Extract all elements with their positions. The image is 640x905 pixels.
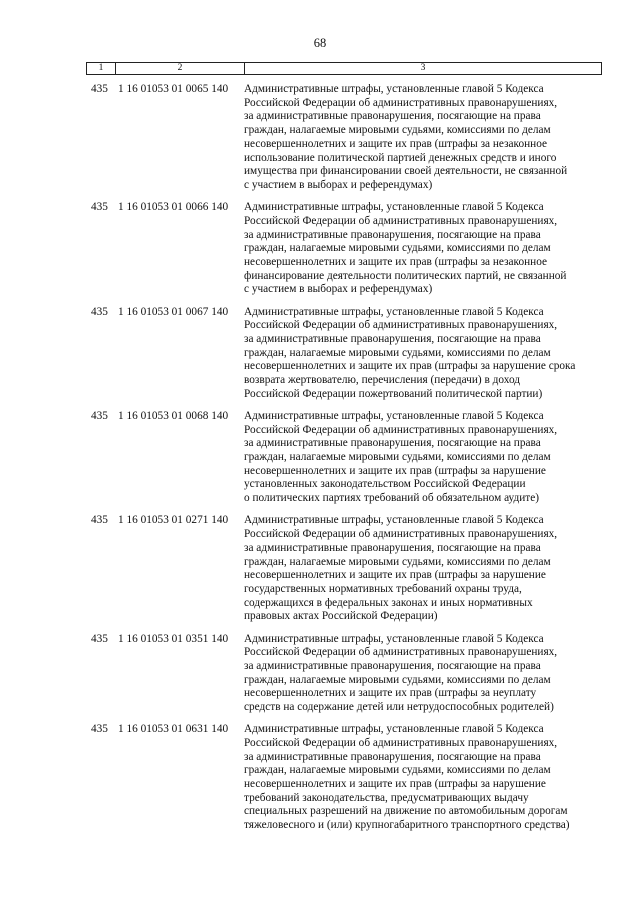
description-line: с участием в выборах и референдумах) <box>244 178 433 191</box>
description-line: Административные штрафы, установленные главой 5 Кодекса <box>244 83 544 95</box>
description-line: государственных нормативных требований охраны труда, <box>244 582 522 595</box>
description-line: за административные правонарушения, посягающие на права <box>244 228 541 241</box>
description-line: Российской Федерации об административных правонарушениях, <box>244 646 558 659</box>
budget-classification-code-cell: 1 16 01053 01 0068 140 <box>118 409 229 422</box>
table-row <box>86 306 600 402</box>
admin-code-cell: 435 <box>91 83 108 95</box>
admin-code-cell: 435 <box>91 201 108 214</box>
description-line: финансирование деятельности политических партий, не связанной <box>244 269 567 282</box>
admin-code-cell: 435 <box>91 632 108 645</box>
description-line: тяжеловесного и (или) крупногабаритного транспортного средства) <box>244 819 570 832</box>
description-line: Административные штрафы, установленные главой 5 Кодекса <box>244 201 544 214</box>
description-line: Административные штрафы, установленные главой 5 Кодекса <box>244 305 544 318</box>
description-cell <box>244 514 600 624</box>
description-line: граждан, налагаемые мировыми судьями, комиссиями по делам <box>244 673 551 686</box>
table-row <box>86 410 600 506</box>
description-line: Российской Федерации об административных правонарушениях, <box>244 96 558 109</box>
admin-code-cell: 435 <box>91 409 108 422</box>
description-line: за административные правонарушения, посягающие на права <box>244 659 541 672</box>
admin-code-cell: 435 <box>91 305 108 318</box>
description-line: граждан, налагаемые мировыми судьями, комиссиями по делам <box>244 346 551 359</box>
description-line: Российской Федерации об административных правонарушениях, <box>244 736 558 749</box>
description-line: несовершеннолетних и защите их прав (штрафы за незаконное <box>244 255 548 268</box>
description-cell <box>244 201 600 297</box>
description-line: Российской Федерации об административных правонарушениях, <box>244 214 558 227</box>
description-line: средств на содержание детей или нетрудоспособных родителей) <box>244 701 554 714</box>
budget-classification-code-cell: 1 16 01053 01 0065 140 <box>118 83 229 95</box>
description-line: о политических партиях требований об обязательном аудите) <box>244 492 539 505</box>
column-header-1: 1 <box>87 63 116 74</box>
description-line: несовершеннолетних и защите их прав (штрафы за нарушение <box>244 464 546 477</box>
description-line: Административные штрафы, установленные главой 5 Кодекса <box>244 409 544 422</box>
table-row <box>86 83 600 193</box>
description-line: граждан, налагаемые мировыми судьями, комиссиями по делам <box>244 764 551 777</box>
table-row <box>86 723 600 833</box>
description-line: Российской Федерации об административных правонарушениях, <box>244 423 558 436</box>
description-line: за административные правонарушения, посягающие на права <box>244 332 541 345</box>
description-cell <box>244 723 600 833</box>
description-line: граждан, налагаемые мировыми судьями, комиссиями по делам <box>244 451 551 464</box>
description-line: несовершеннолетних и защите их прав (штрафы за нарушение срока <box>244 360 576 373</box>
description-line: Российской Федерации об административных правонарушениях, <box>244 528 558 541</box>
description-line: за административные правонарушения, посягающие на права <box>244 110 541 123</box>
description-line: Российской Федерации пожертвований политической партии) <box>244 387 543 400</box>
description-line: граждан, налагаемые мировыми судьями, комиссиями по делам <box>244 242 551 255</box>
table-row <box>86 201 600 297</box>
table-header <box>86 62 602 75</box>
description-line: установленных законодательством Российской Федерации <box>244 478 526 491</box>
description-line: несовершеннолетних и защите их прав (штрафы за незаконное <box>244 137 548 150</box>
description-line: несовершеннолетних и защите их прав (штрафы за нарушение <box>244 569 546 582</box>
description-line: содержащихся в федеральных законах и иных нормативных <box>244 596 533 609</box>
description-line: за административные правонарушения, посягающие на права <box>244 541 541 554</box>
budget-classification-code-cell: 1 16 01053 01 0066 140 <box>118 201 229 214</box>
description-line: Российской Федерации об административных правонарушениях, <box>244 319 558 332</box>
description-cell <box>244 306 600 402</box>
budget-classification-code-cell: 1 16 01053 01 0067 140 <box>118 305 229 318</box>
description-line: несовершеннолетних и защите их прав (штрафы за неуплату <box>244 687 537 700</box>
description-line: Административные штрафы, установленные главой 5 Кодекса <box>244 514 544 527</box>
description-line: возврата жертвователю, перечисления (передачи) в доход <box>244 374 521 387</box>
admin-code-cell: 435 <box>91 723 108 736</box>
budget-classification-code-cell: 1 16 01053 01 0271 140 <box>118 514 229 527</box>
column-header-3: 3 <box>420 63 426 73</box>
description-line: имущества при финансировании своей деятельности, не связанной <box>244 165 568 178</box>
description-line: Административные штрафы, установленные главой 5 Кодекса <box>244 632 544 645</box>
admin-code-cell: 435 <box>91 514 108 527</box>
description-line: Административные штрафы, установленные главой 5 Кодекса <box>244 723 544 736</box>
description-line: использование политической партией денежных средств и иного <box>244 151 557 164</box>
page-number: 68 <box>313 36 327 50</box>
description-line: граждан, налагаемые мировыми судьями, комиссиями по делам <box>244 555 551 568</box>
description-line: несовершеннолетних и защите их прав (штрафы за нарушение <box>244 778 546 791</box>
column-header-2: 2 <box>116 63 245 74</box>
description-cell <box>244 410 600 506</box>
description-cell <box>244 83 600 193</box>
description-line: за административные правонарушения, посягающие на права <box>244 750 541 763</box>
table-row <box>86 514 600 624</box>
table-row <box>86 633 600 715</box>
description-line: специальных разрешений на движение по автомобильным дорогам <box>244 805 568 818</box>
description-line: требований законодательства, предусматривающих выдачу <box>244 791 529 804</box>
description-line: граждан, налагаемые мировыми судьями, комиссиями по делам <box>244 124 551 137</box>
table-body <box>86 83 600 841</box>
description-cell <box>244 633 600 715</box>
description-line: с участием в выборах и референдумах) <box>244 283 433 296</box>
description-line: правовых актах Российской Федерации) <box>244 610 438 623</box>
description-line: за административные правонарушения, посягающие на права <box>244 437 541 450</box>
budget-classification-code-cell: 1 16 01053 01 0351 140 <box>118 632 229 645</box>
budget-classification-code-cell: 1 16 01053 01 0631 140 <box>118 723 229 736</box>
